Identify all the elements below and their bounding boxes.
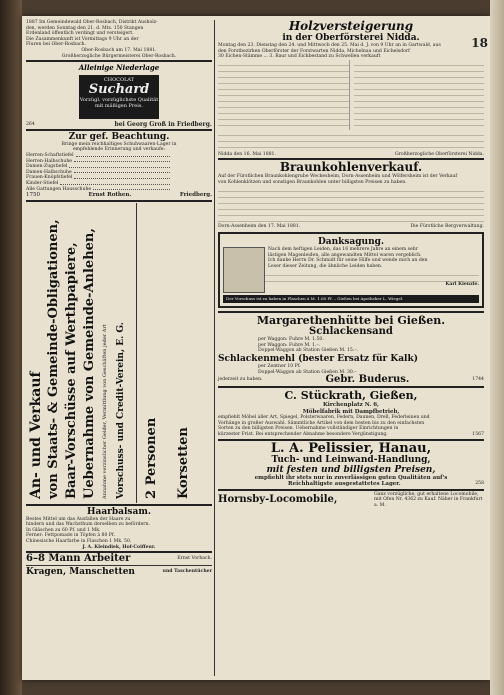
stueckrath-number: 1567 <box>472 431 484 437</box>
thanks-line: Nach dem heftigen Leiden, das 16 mehrere Jahre an einem sehr <box>268 247 418 253</box>
dot-leader <box>93 187 170 191</box>
stueckrath-address: Kirchenplatz N. 6, <box>323 402 379 409</box>
sole-agency-title: Alleinige Niederlage <box>78 63 160 73</box>
auction-table-left <box>218 60 350 130</box>
item-label: Damen-Halbschuhe <box>26 169 72 175</box>
stueckrath-line: empfiehlt Möbel aller Art, Spiegel, Polsterwaaren, Federn, Daunen, Drell, Federleinen und <box>218 415 430 421</box>
auction-title: Holzversteigerung <box>288 19 414 33</box>
hair-line: hindern und das Wachsthum derselben zu befördern. <box>26 522 150 528</box>
signature-number: 1750 <box>26 192 40 199</box>
notice-line: Großherzogliche Bürgermeisterei Ober-Rosbach. <box>61 53 177 59</box>
divider <box>218 386 484 388</box>
divider <box>26 200 212 202</box>
newspaper-page <box>22 16 490 680</box>
attention-line: empfehlende Erinnerung und verkaufe: <box>72 147 166 153</box>
chocolat-suchard-logo <box>79 75 159 119</box>
notice-line: 1887 Im Gemeindewald Ober-Rosbach, Distrikt Ausholz- <box>26 20 158 25</box>
thanks-line: Ich danke Herrn Dr. Schmidt für seine Hilfe und wende mich an den <box>268 258 428 264</box>
thanks-title: Danksagung. <box>317 237 385 248</box>
stueckrath-title: C. Stückrath, Gießen, <box>284 389 418 403</box>
coal-line: von Kohlenklötzen und sonstigen Braunkohlen unter billigsten Preisen zu haben. <box>218 179 407 185</box>
hornsby-row <box>218 492 484 509</box>
stueckrath-last-row <box>218 432 484 438</box>
divider <box>26 504 212 506</box>
attention-line: Bringe mein reichhaltiges Schuhwaaren-Lager in <box>61 141 177 147</box>
slag2-line: Doppel-Waggon ab Station Gießen M. 30.– <box>258 369 357 375</box>
chocolat-sub: Vorzügl. vorzüglichste Qualität mit mäßigen Preis. <box>79 97 159 110</box>
stueckrath-line: Vorhänge in großer Auswahl. Sämmtliche Artikel von dem besten bis zu den einfachsten <box>218 420 425 426</box>
signature: Ernst Rothen. <box>88 192 132 199</box>
right-column <box>218 20 484 676</box>
auction-paragraph <box>218 130 484 152</box>
item-label: Herren-Halbschuhe <box>26 158 73 164</box>
slag-footer-right: Gebr. Buderus. <box>325 374 410 386</box>
slag-title: Schlackensand <box>309 326 393 338</box>
slag-line: Doppel-Waggon ab Station Gießen M. 15.–. <box>258 348 359 354</box>
notice-line: Erdenland öffentlich verdingt und versteigert. <box>26 31 134 37</box>
pelissier-subtitle-2: mit festen und billigsten Preisen, <box>266 464 436 475</box>
vertical-heading-4: Uebernahme von Gemeinde-Anlehen, <box>82 227 97 499</box>
auction-footer: Nidda den 16. Mai 1881. <box>218 151 276 157</box>
auction-line: Montag den 23. Dienstag den 24. und Mittwoch den 25. Mai d. J. von 9 Uhr an in Gartwald, aus <box>218 43 441 48</box>
coal-title: Braunkohlenverkauf. <box>279 160 423 175</box>
hornsby-text: Ganz vorzügliche, gut erhaltene Locomobile, mit Ofen Nr. 4362 zu Kauf. Näher in Frankfurt a. M. <box>374 491 483 508</box>
hair-text <box>26 517 212 551</box>
pelissier-title: L. A. Pelissier, Hanau, <box>270 440 432 456</box>
attention-title: Zur gef. Beachtung. <box>68 131 170 142</box>
coal-footer: Dorn-Assenheim den 17. Mai 1881. <box>218 223 301 229</box>
slag-number: 1744 <box>472 377 484 383</box>
auction-subtitle: in der Oberförsterei Nidda. <box>282 33 420 43</box>
hair-line: Ferner: Fettpomade in Töpfen à 80 Pf. <box>26 533 115 539</box>
workers-sub: Ernst Vorbach. <box>177 556 212 562</box>
item-label: Frauen-Knöpfstiefel <box>26 175 73 181</box>
dot-leader <box>76 153 170 157</box>
coal-footer-row <box>218 224 484 230</box>
item-label: Kinder-Stiefel <box>26 180 59 186</box>
collars-sub: und Taschentücher <box>162 569 212 575</box>
divider <box>26 129 212 131</box>
coal-line: Auf der Fürstlichen Braunkohlengrube Weckesheim, Dorn-Assenheim und Wölfersheim ist der Verkauf <box>218 174 458 180</box>
workers-row <box>26 554 212 564</box>
hair-line: Chinesische Haarfarbe in Flaschen 1 Mk. 50. <box>26 538 132 544</box>
thanks-box <box>218 232 484 308</box>
slag-line: per Waggon: Fuhre M. 1.–. <box>258 342 321 348</box>
pelissier-subtitle: Tuch- und Leinwand-Handlung, <box>271 454 431 465</box>
vertical-heading-2: von Staats- & Gemeinde-Obligationen, <box>46 218 61 499</box>
vertical-side-text-2: Korsetten <box>176 426 191 499</box>
notice-line: Ober-Rosbach am 17. Mai 1881. <box>81 47 157 53</box>
stueckrath-line: Sorten zu den billigsten Preisen. Uebernahme vollständiger Einrichtungen in <box>218 426 399 432</box>
hair-line: In Gläschen zu 60 Pf. und 1 Mk. <box>26 527 101 533</box>
slag-line: per Waggon: Fuhre M. 1.50. <box>258 337 324 343</box>
agency-footer: bei Georg Groß in Friedberg. <box>114 121 212 129</box>
coal-price-list <box>218 186 484 224</box>
divider <box>218 489 484 491</box>
chocolat-word: CHOCOLAT <box>103 77 135 84</box>
stueckrath-line: kürzester Frist. Bei entsprechender Abnahme besondere Vergünstigung. <box>218 431 388 437</box>
vertical-small-text: Annahme verzinslicher Gelder, Vermittlung von Geschäften jeder Art <box>102 323 108 499</box>
vertical-heading-1: An- und Verkauf <box>28 371 44 499</box>
item-label: Damen-Zugstiefel <box>26 164 68 170</box>
stueckrath-text <box>218 415 484 437</box>
pelissier-line: empfiehlt ihr stets nur in zuverlässigen guten Qualitäten auf's <box>254 474 448 481</box>
dot-leader <box>74 175 170 179</box>
stueckrath-subtitle: Möbelfabrik mit Dampfbetrieb, <box>302 408 400 415</box>
auction-office: Großherzogliche Oberförsterei Nidda. <box>395 151 484 157</box>
divider <box>218 311 484 313</box>
thanks-line: Leser dieser Zeitung, die ähnliche Leiden haben. <box>268 263 383 269</box>
book-spine <box>0 0 22 695</box>
collars-title: Kragen, Manschetten <box>26 567 135 578</box>
slag2-title: Schlackenmehl (bester Ersatz für Kalk) <box>218 353 418 364</box>
auction-line: den Forstbezirken Oberförster der Forstwarten Nidda, Michelnau und Eichelsdorf <box>218 48 410 54</box>
item-label: Alle Gattungen Hausschuhe <box>26 186 92 192</box>
workers-title: 6–8 Mann Arbeiter <box>26 553 131 565</box>
divider <box>26 565 212 566</box>
thanks-line: lästigen Magenleiden, alle angewandten Mittel waren vergeblich. <box>268 252 422 258</box>
hornsby-title: Hornsby-Locomobile, <box>218 493 338 505</box>
auction-footer-row <box>218 152 484 158</box>
suchard-word: Suchard <box>88 82 150 98</box>
attention-list <box>26 142 212 192</box>
auction-line: 30 Eichen-Stämme ... 3. Baur und Eichbestand zu Schwellen verkauft <box>218 54 381 60</box>
column-divider <box>214 20 215 676</box>
agency-number: 264 <box>26 122 35 128</box>
vertical-side-text: 2 Personen <box>144 417 159 499</box>
pelissier-line-2: Reichhaltigste ausgestattetes Lager. <box>288 481 401 487</box>
left-column <box>26 20 212 676</box>
vertical-heading-3: Baar-Vorschüsse auf Werthpapiere, <box>64 241 79 499</box>
pelissier-number: 258 <box>475 481 484 486</box>
dot-leader <box>69 164 170 168</box>
notice-line: Fluren bei Ober-Rosbach. <box>26 42 86 48</box>
collars-row <box>26 567 212 577</box>
pelissier-last-row <box>218 481 484 488</box>
thanks-illustration <box>223 247 265 293</box>
hair-title: Haarbalsam. <box>86 506 151 517</box>
item-label: Herren-Schaftstiefel <box>26 152 74 158</box>
hair-seller: J. A. Kleindiek, Hof-Coiffeur. <box>82 544 156 550</box>
agency-footer-row <box>26 122 212 128</box>
slag2-line: per Zentner 10 Pf. <box>258 363 301 369</box>
auction-table-right <box>354 60 485 130</box>
vertical-bank-name: Vorschuss- und Credit-Verein, E. G. <box>116 321 126 499</box>
hair-line: Bestes Mittel um das Ausfallen der Haare zu <box>26 516 131 522</box>
dot-leader <box>60 181 170 185</box>
thanks-bar: Der Vorschuss ist zu haben in Flaschen à M. 1.60 Pf. – Gießen bei Apotheker L. Wiegel. <box>223 295 479 303</box>
coal-text <box>218 174 484 229</box>
slag-footer-left: jederzeit zu haben. <box>218 377 263 383</box>
thanks-sign: Karl Kienzle. <box>445 281 479 287</box>
friedberg-label: Friedberg. <box>179 192 212 199</box>
vertical-ad-block <box>26 203 212 503</box>
margarethen-title: Margarethenhütte bei Gießen. <box>256 314 446 328</box>
page-number: 18 <box>471 36 488 50</box>
divider <box>26 60 212 62</box>
slag-footer-row <box>218 375 484 385</box>
auction-text <box>218 43 484 157</box>
page-edge <box>490 0 504 695</box>
slag-list <box>218 337 484 354</box>
notice-line: den, werden Sonntag den 21. d. Mts. 150 Stangen <box>26 25 144 31</box>
vertical-divider <box>136 203 137 503</box>
auction-table <box>218 60 484 130</box>
top-notice <box>26 20 212 59</box>
coal-office: Die Fürstliche Bergverwaltung. <box>410 223 484 229</box>
signature-row <box>26 192 212 199</box>
dot-leader <box>74 159 170 163</box>
notice-line: Die Zusammenkunft ist Vormittags 9 Uhr an der <box>26 36 139 42</box>
dot-leader <box>74 170 170 174</box>
